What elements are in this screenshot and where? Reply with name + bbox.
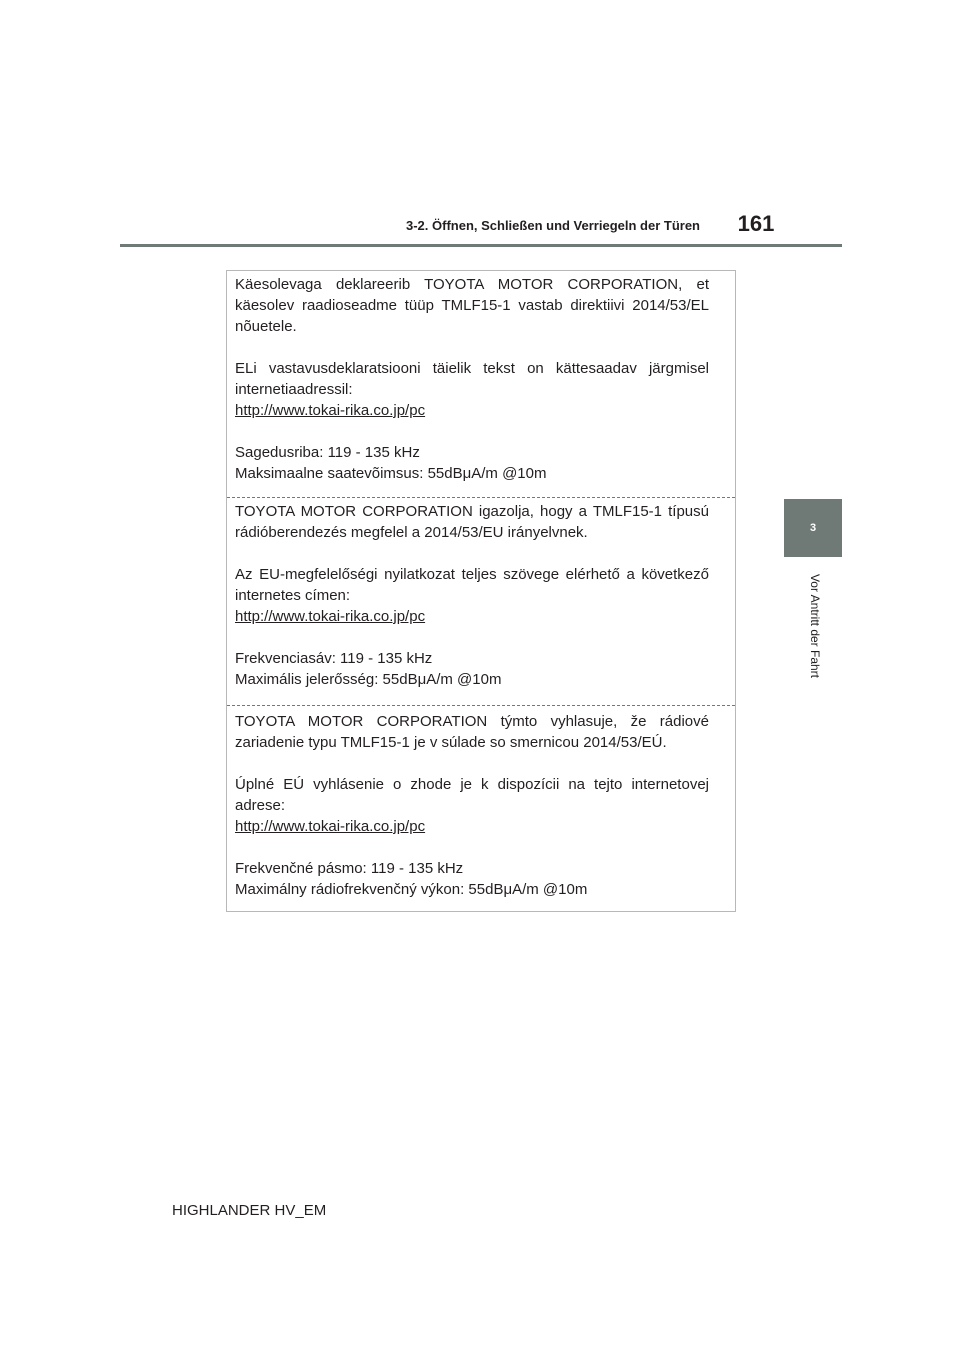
declaration-availability <box>235 358 709 421</box>
declaration-statement: TOYOTA MOTOR CORPORATION týmto vyhlasuje, že rádiové zariadenie typu TMLF15-1 je v súlade so smernicou 2014/53/EÚ. <box>235 713 709 751</box>
header-rule <box>120 244 842 247</box>
declaration-link[interactable]: http://www.tokai-rika.co.jp/pc <box>235 818 426 835</box>
availability-text: Úplné EÚ vyhlásenie o zhode je k dispozícii na tejto internetovej adrese: <box>235 776 709 814</box>
declaration-statement: TOYOTA MOTOR CORPORATION igazolja, hogy a TMLF15-1 típusú rádióberendezés megfelel a 2014/53/EU irányelvnek. <box>235 503 709 541</box>
max-power: Maximálny rádiofrekvenčný výkon: 55dBμA/m @10m <box>235 881 588 898</box>
declaration-specs <box>235 442 709 484</box>
declaration-estonian <box>227 271 735 498</box>
declaration-link[interactable]: http://www.tokai-rika.co.jp/pc <box>235 608 426 625</box>
availability-text: Az EU-megfelelőségi nyilatkozat teljes szövege elérhető a következő internetes címen: <box>235 566 709 604</box>
declaration-statement: Käesolevaga deklareerib TOYOTA MOTOR CORPORATION, et käesolev raadioseadme tüüp TMLF15-1 vastab direktiivi 2014/53/EL nõuetele. <box>235 276 709 335</box>
declaration-specs <box>235 648 709 690</box>
chapter-label: Vor Antritt der Fahrt <box>808 573 822 679</box>
declaration-hungarian <box>227 498 735 706</box>
chapter-tab <box>784 499 842 557</box>
chapter-number: 3 <box>809 522 817 534</box>
section-title: 3-2. Öffnen, Schließen und Verriegeln der Türen <box>405 218 700 233</box>
declaration-link[interactable]: http://www.tokai-rika.co.jp/pc <box>235 402 426 419</box>
frequency-band: Sagedusriba: 119 - 135 kHz <box>235 444 420 461</box>
page-number: 161 <box>737 211 775 236</box>
availability-text: ELi vastavusdeklaratsiooni täielik tekst on kättesaadav järgmisel internetiaadressil: <box>235 360 709 398</box>
max-power: Maksimaalne saatevõimsus: 55dBμA/m @10m <box>235 465 547 482</box>
frequency-band: Frekvenčné pásmo: 119 - 135 kHz <box>235 860 464 877</box>
frequency-band: Frekvenciasáv: 119 - 135 kHz <box>235 650 433 667</box>
footer-model: HIGHLANDER HV_EM <box>172 1202 327 1219</box>
declaration-box <box>226 270 736 912</box>
max-power: Maximális jelerősség: 55dBμA/m @10m <box>235 671 502 688</box>
declaration-slovak <box>227 708 735 912</box>
declaration-specs <box>235 858 709 900</box>
declaration-availability <box>235 774 709 837</box>
declaration-availability <box>235 564 709 627</box>
